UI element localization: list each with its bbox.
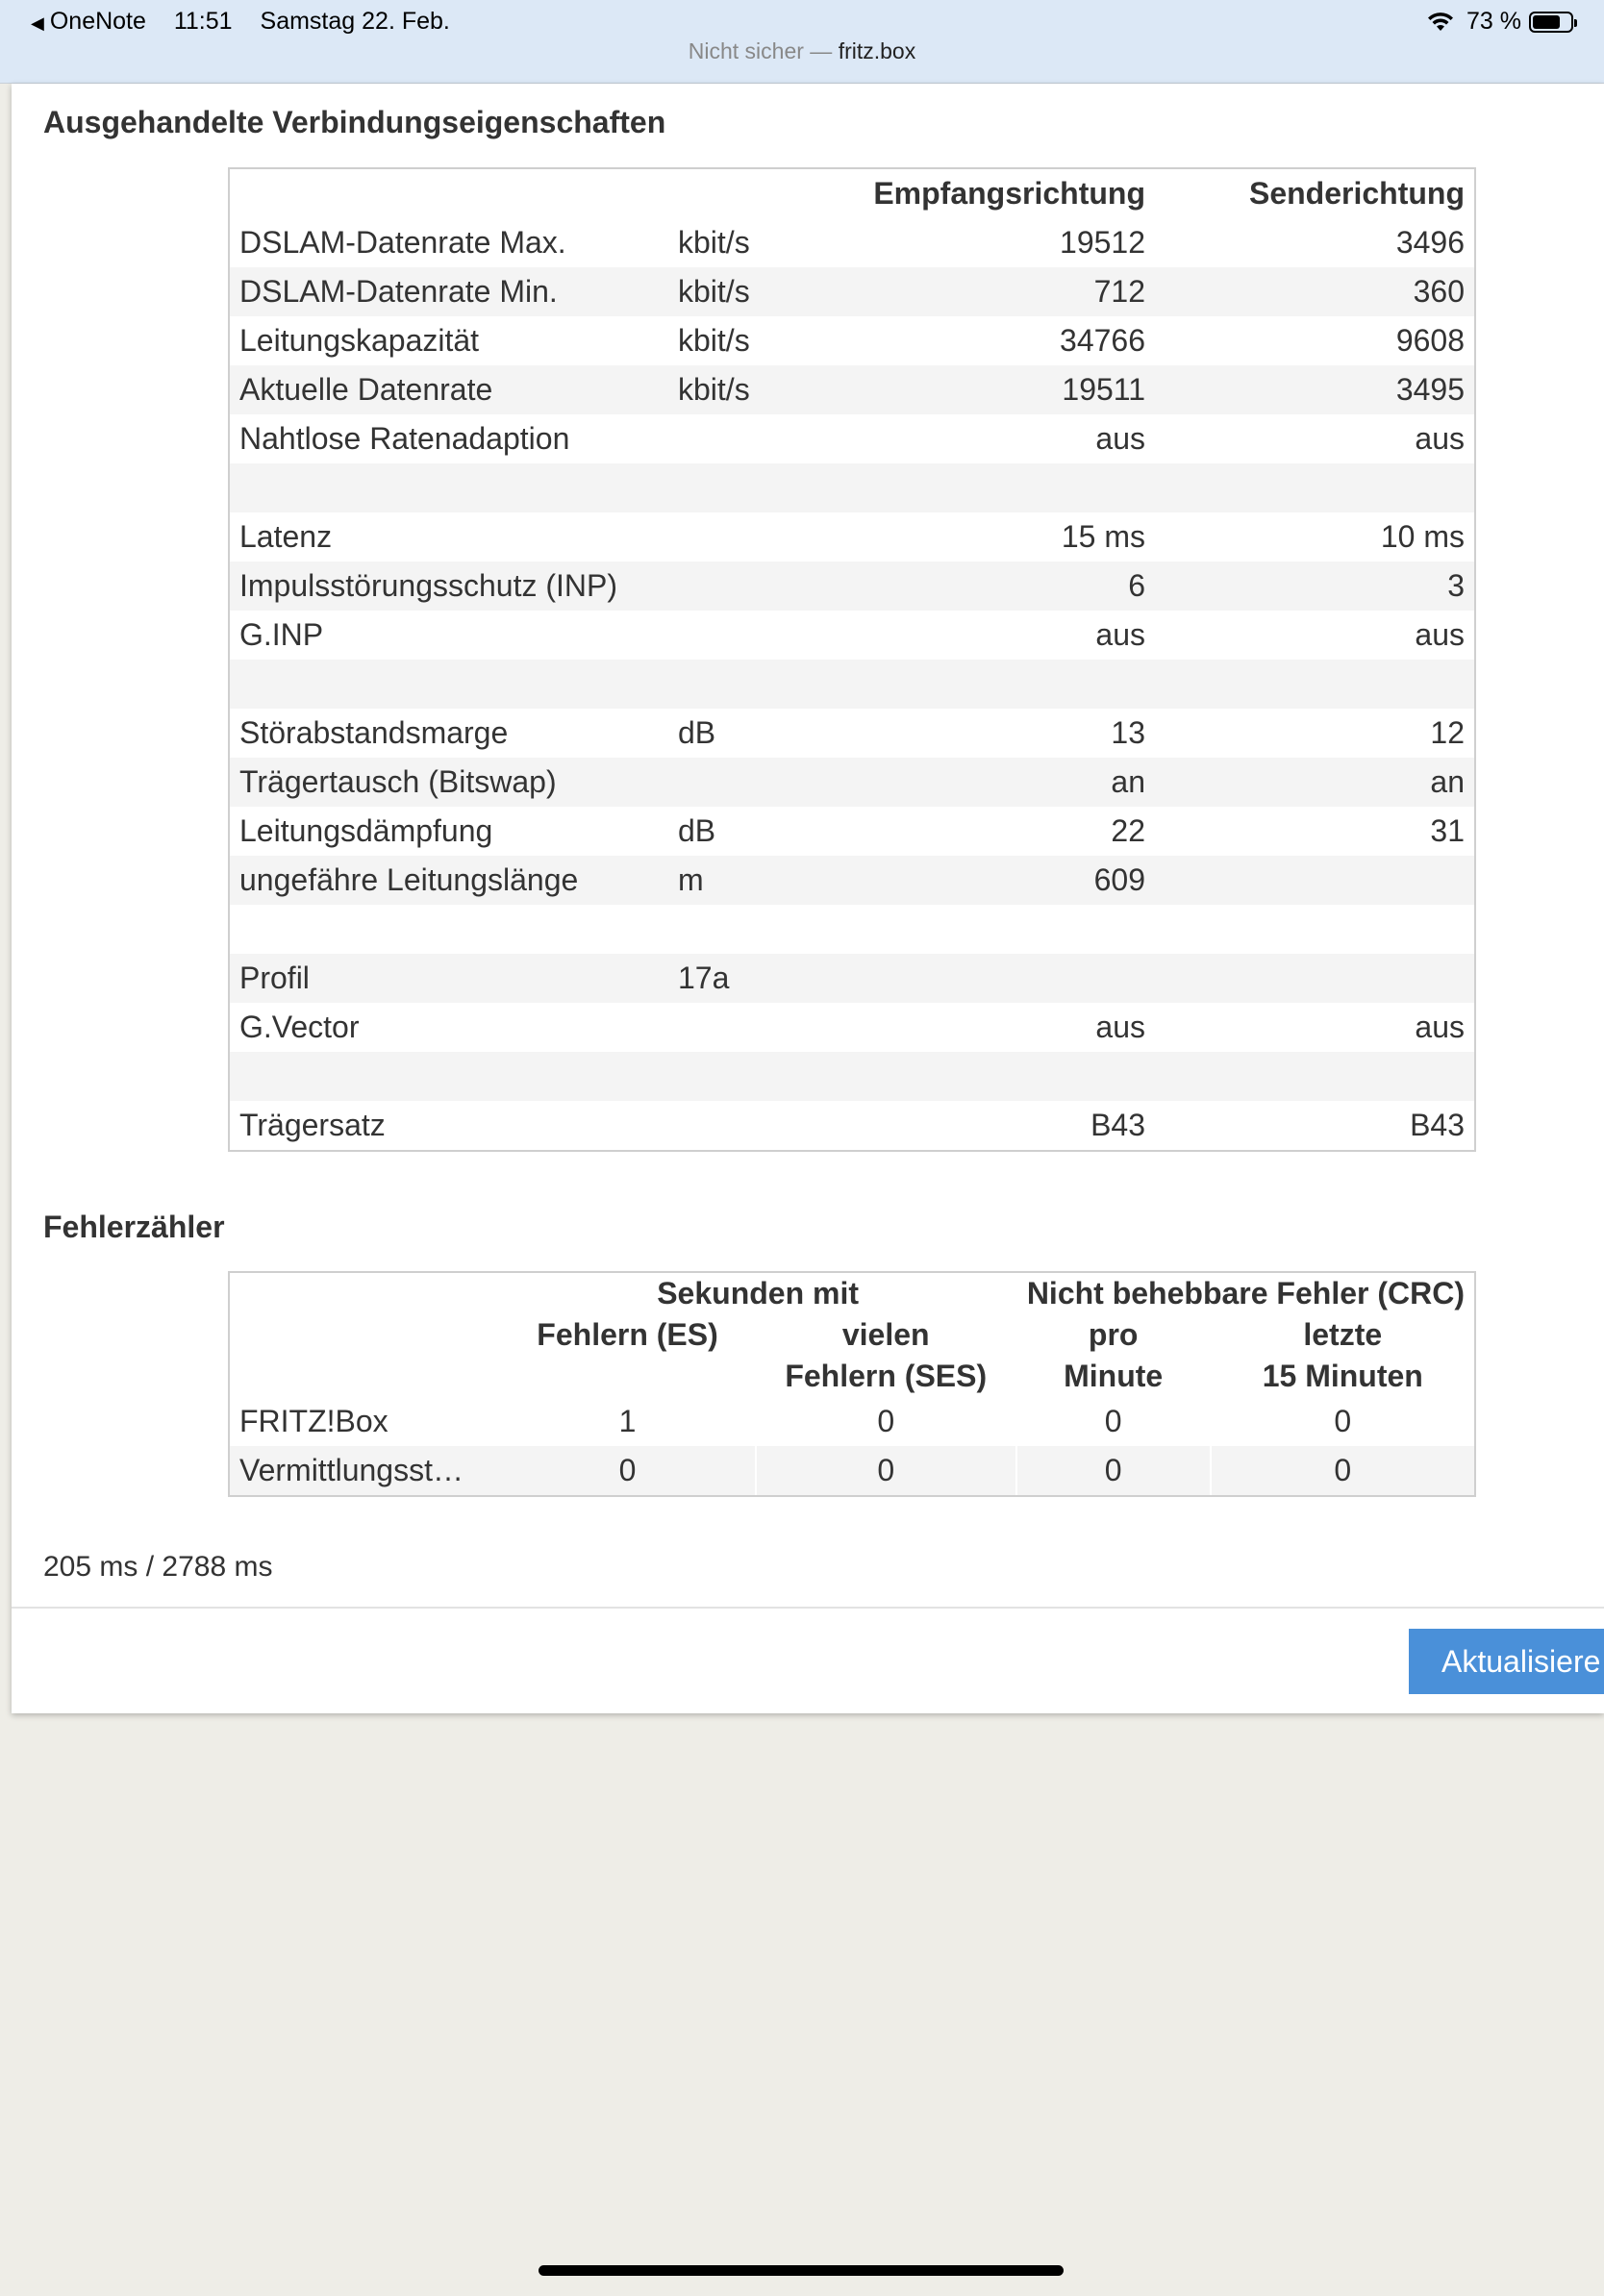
table-row (230, 807, 1474, 856)
header-last15-line2: 15 Minuten (1262, 1359, 1423, 1393)
cell-send: 3 (1155, 562, 1474, 611)
table-row (230, 905, 1474, 954)
cell-label: Trägertausch (Bitswap) (230, 758, 668, 807)
cell-per-minute: 0 (1016, 1446, 1211, 1495)
connection-section-title: Ausgehandelte Verbindungseigenschaften (43, 105, 666, 139)
header-per-minute-line1: pro (1016, 1314, 1211, 1356)
cell-unit: 17a (668, 954, 836, 1003)
status-right (1426, 8, 1573, 36)
cell-label: DSLAM-Datenrate Min. (230, 267, 668, 316)
table-row (230, 365, 1474, 414)
table-row (230, 954, 1474, 1003)
header-per-minute-line2: Minute (1016, 1356, 1211, 1397)
cell-receive: 19511 (836, 365, 1155, 414)
cell-send: an (1155, 758, 1474, 807)
cell-receive (836, 660, 1155, 709)
cell-send (1155, 905, 1474, 954)
cell-receive: aus (1095, 1010, 1145, 1044)
cell-send: 360 (1155, 267, 1474, 316)
cell-receive: 15 ms (1061, 519, 1145, 554)
cell-unit: kbit/s (668, 267, 836, 316)
cell-unit: kbit/s (678, 225, 750, 260)
cell-last-15: 0 (1334, 1404, 1352, 1438)
cell-receive: 13 (1111, 715, 1145, 750)
header-empty-3 (230, 1356, 500, 1397)
back-app-link[interactable]: OneNote (49, 8, 146, 35)
cell-send: 31 (1430, 813, 1465, 848)
status-time: 11:51 (173, 8, 233, 35)
table-row (230, 562, 1474, 611)
header-seconds-with: Sekunden mit (500, 1273, 1015, 1314)
footer-divider (12, 1607, 1604, 1609)
security-label: Nicht sicher — (688, 38, 833, 63)
error-section-title: Fehlerzähler (43, 1210, 225, 1244)
table-row (230, 512, 1474, 562)
cell-unit (668, 1003, 836, 1052)
cell-send (1155, 1052, 1474, 1101)
cell-es: 1 (500, 1397, 755, 1446)
content-panel (12, 84, 1604, 1713)
cell-unit (668, 758, 836, 807)
cell-label: Profil (230, 954, 668, 1003)
cell-receive: aus (1095, 617, 1145, 652)
wifi-icon (1426, 12, 1455, 33)
cell-receive: 19512 (1060, 225, 1145, 260)
cell-last-15: 0 (1211, 1446, 1474, 1495)
cell-receive: 712 (836, 267, 1155, 316)
cell-receive: 6 (836, 562, 1155, 611)
table-row (230, 316, 1474, 365)
cell-unit (668, 463, 836, 512)
header-unit (668, 169, 836, 218)
battery-level-fill (1533, 15, 1560, 29)
cell-send: aus (1415, 1010, 1465, 1044)
cell-label: ungefähre Leitungslänge (230, 856, 668, 905)
cell-label: Aktuelle Datenrate (230, 365, 668, 414)
cell-unit (668, 414, 836, 463)
timing-info: 205 ms / 2788 ms (43, 1551, 273, 1583)
error-table (230, 1273, 1474, 1495)
header-es-blank (500, 1356, 755, 1397)
table-row (230, 709, 1474, 758)
cell-unit (668, 660, 836, 709)
table-row (230, 856, 1474, 905)
cell-unit: dB (678, 715, 716, 750)
cell-send (1155, 463, 1474, 512)
refresh-button[interactable]: Aktualisiere (1409, 1629, 1604, 1694)
cell-send: 9608 (1395, 323, 1465, 358)
cell-label: DSLAM-Datenrate Max. (239, 225, 566, 260)
table-row (230, 1446, 1474, 1495)
cell-ses: 0 (756, 1397, 1016, 1446)
table-row (230, 611, 1474, 660)
header-label (230, 169, 668, 218)
cell-label: Trägersatz (239, 1108, 386, 1142)
cell-per-minute: 0 (1016, 1397, 1211, 1446)
cell-unit: m (668, 856, 836, 905)
cell-unit (668, 512, 836, 562)
header-ses-line2: Fehlern (SES) (756, 1356, 1016, 1397)
table-row (230, 218, 1474, 267)
cell-send: 12 (1430, 715, 1465, 750)
cell-label (230, 463, 668, 512)
table-row (230, 660, 1474, 709)
cell-unit (668, 1052, 836, 1101)
cell-send: aus (1415, 617, 1465, 652)
header-es: Fehlern (ES) (500, 1314, 755, 1356)
cell-receive: an (836, 758, 1155, 807)
cell-unit: kbit/s (678, 323, 750, 358)
cell-send (1155, 856, 1474, 905)
header-receive: Empfangsrichtung (873, 176, 1145, 211)
header-crc: Nicht behebbare Fehler (CRC) (1026, 1276, 1465, 1310)
connection-table-box (228, 167, 1476, 1152)
cell-receive: 609 (836, 856, 1155, 905)
table-row (230, 1101, 1474, 1150)
cell-label: Leitungsdämpfung (239, 813, 493, 848)
cell-send (1155, 660, 1474, 709)
cell-unit (668, 905, 836, 954)
address-bar[interactable] (0, 38, 1604, 64)
status-left (31, 8, 450, 36)
cell-receive (836, 463, 1155, 512)
cell-label (230, 660, 668, 709)
cell-send (1155, 954, 1474, 1003)
home-indicator[interactable] (539, 2265, 1064, 2276)
cell-label (230, 905, 668, 954)
cell-receive: B43 (1090, 1108, 1145, 1142)
cell-send: 3495 (1155, 365, 1474, 414)
cell-ses: 0 (756, 1446, 1016, 1495)
table-row (230, 1052, 1474, 1101)
cell-send: 10 ms (1380, 519, 1465, 554)
table-row (230, 267, 1474, 316)
cell-name: Vermittlungsst… (230, 1446, 500, 1495)
cell-name: FRITZ!Box (239, 1404, 388, 1438)
header-last15-line1: letzte (1303, 1317, 1383, 1352)
table-row (230, 758, 1474, 807)
cell-receive (836, 954, 1155, 1003)
table-row (230, 463, 1474, 512)
header-send: Senderichtung (1248, 176, 1465, 211)
cell-label: Nahtlose Ratenadaption (239, 421, 570, 456)
cell-label: Leitungskapazität (239, 323, 480, 358)
connection-table (230, 169, 1474, 1150)
cell-send: 3496 (1395, 225, 1465, 260)
cell-receive: aus (1095, 421, 1145, 456)
cell-es: 0 (500, 1446, 755, 1495)
cell-receive (836, 905, 1155, 954)
cell-label: Impulsstörungsschutz (INP) (230, 562, 668, 611)
cell-unit (668, 611, 836, 660)
table-row (230, 1003, 1474, 1052)
cell-send: B43 (1410, 1108, 1465, 1142)
header-empty-2 (230, 1314, 500, 1356)
battery-icon (1529, 12, 1573, 33)
cell-unit (668, 562, 836, 611)
cell-label: G.INP (239, 617, 324, 652)
cell-receive: 34766 (1060, 323, 1145, 358)
header-ses-line1: vielen (756, 1314, 1016, 1356)
back-arrow-icon[interactable]: ◀ (31, 13, 44, 33)
cell-label: Latenz (239, 519, 333, 554)
cell-unit: dB (678, 813, 716, 848)
status-date: Samstag 22. Feb. (260, 8, 450, 35)
table-row (230, 1397, 1474, 1446)
cell-label (230, 1052, 668, 1101)
error-table-box (228, 1271, 1476, 1497)
table-row (230, 414, 1474, 463)
address-host: fritz.box (838, 38, 916, 63)
header-empty (230, 1273, 500, 1314)
cell-unit: kbit/s (668, 365, 836, 414)
cell-receive (836, 1052, 1155, 1101)
cell-label: Störabstandsmarge (239, 715, 509, 750)
status-bar (0, 0, 1604, 84)
battery-percent: 73 % (1466, 8, 1521, 35)
cell-send: aus (1415, 421, 1465, 456)
cell-unit (668, 1101, 836, 1150)
cell-receive: 22 (1111, 813, 1145, 848)
cell-label: G.Vector (239, 1010, 360, 1044)
